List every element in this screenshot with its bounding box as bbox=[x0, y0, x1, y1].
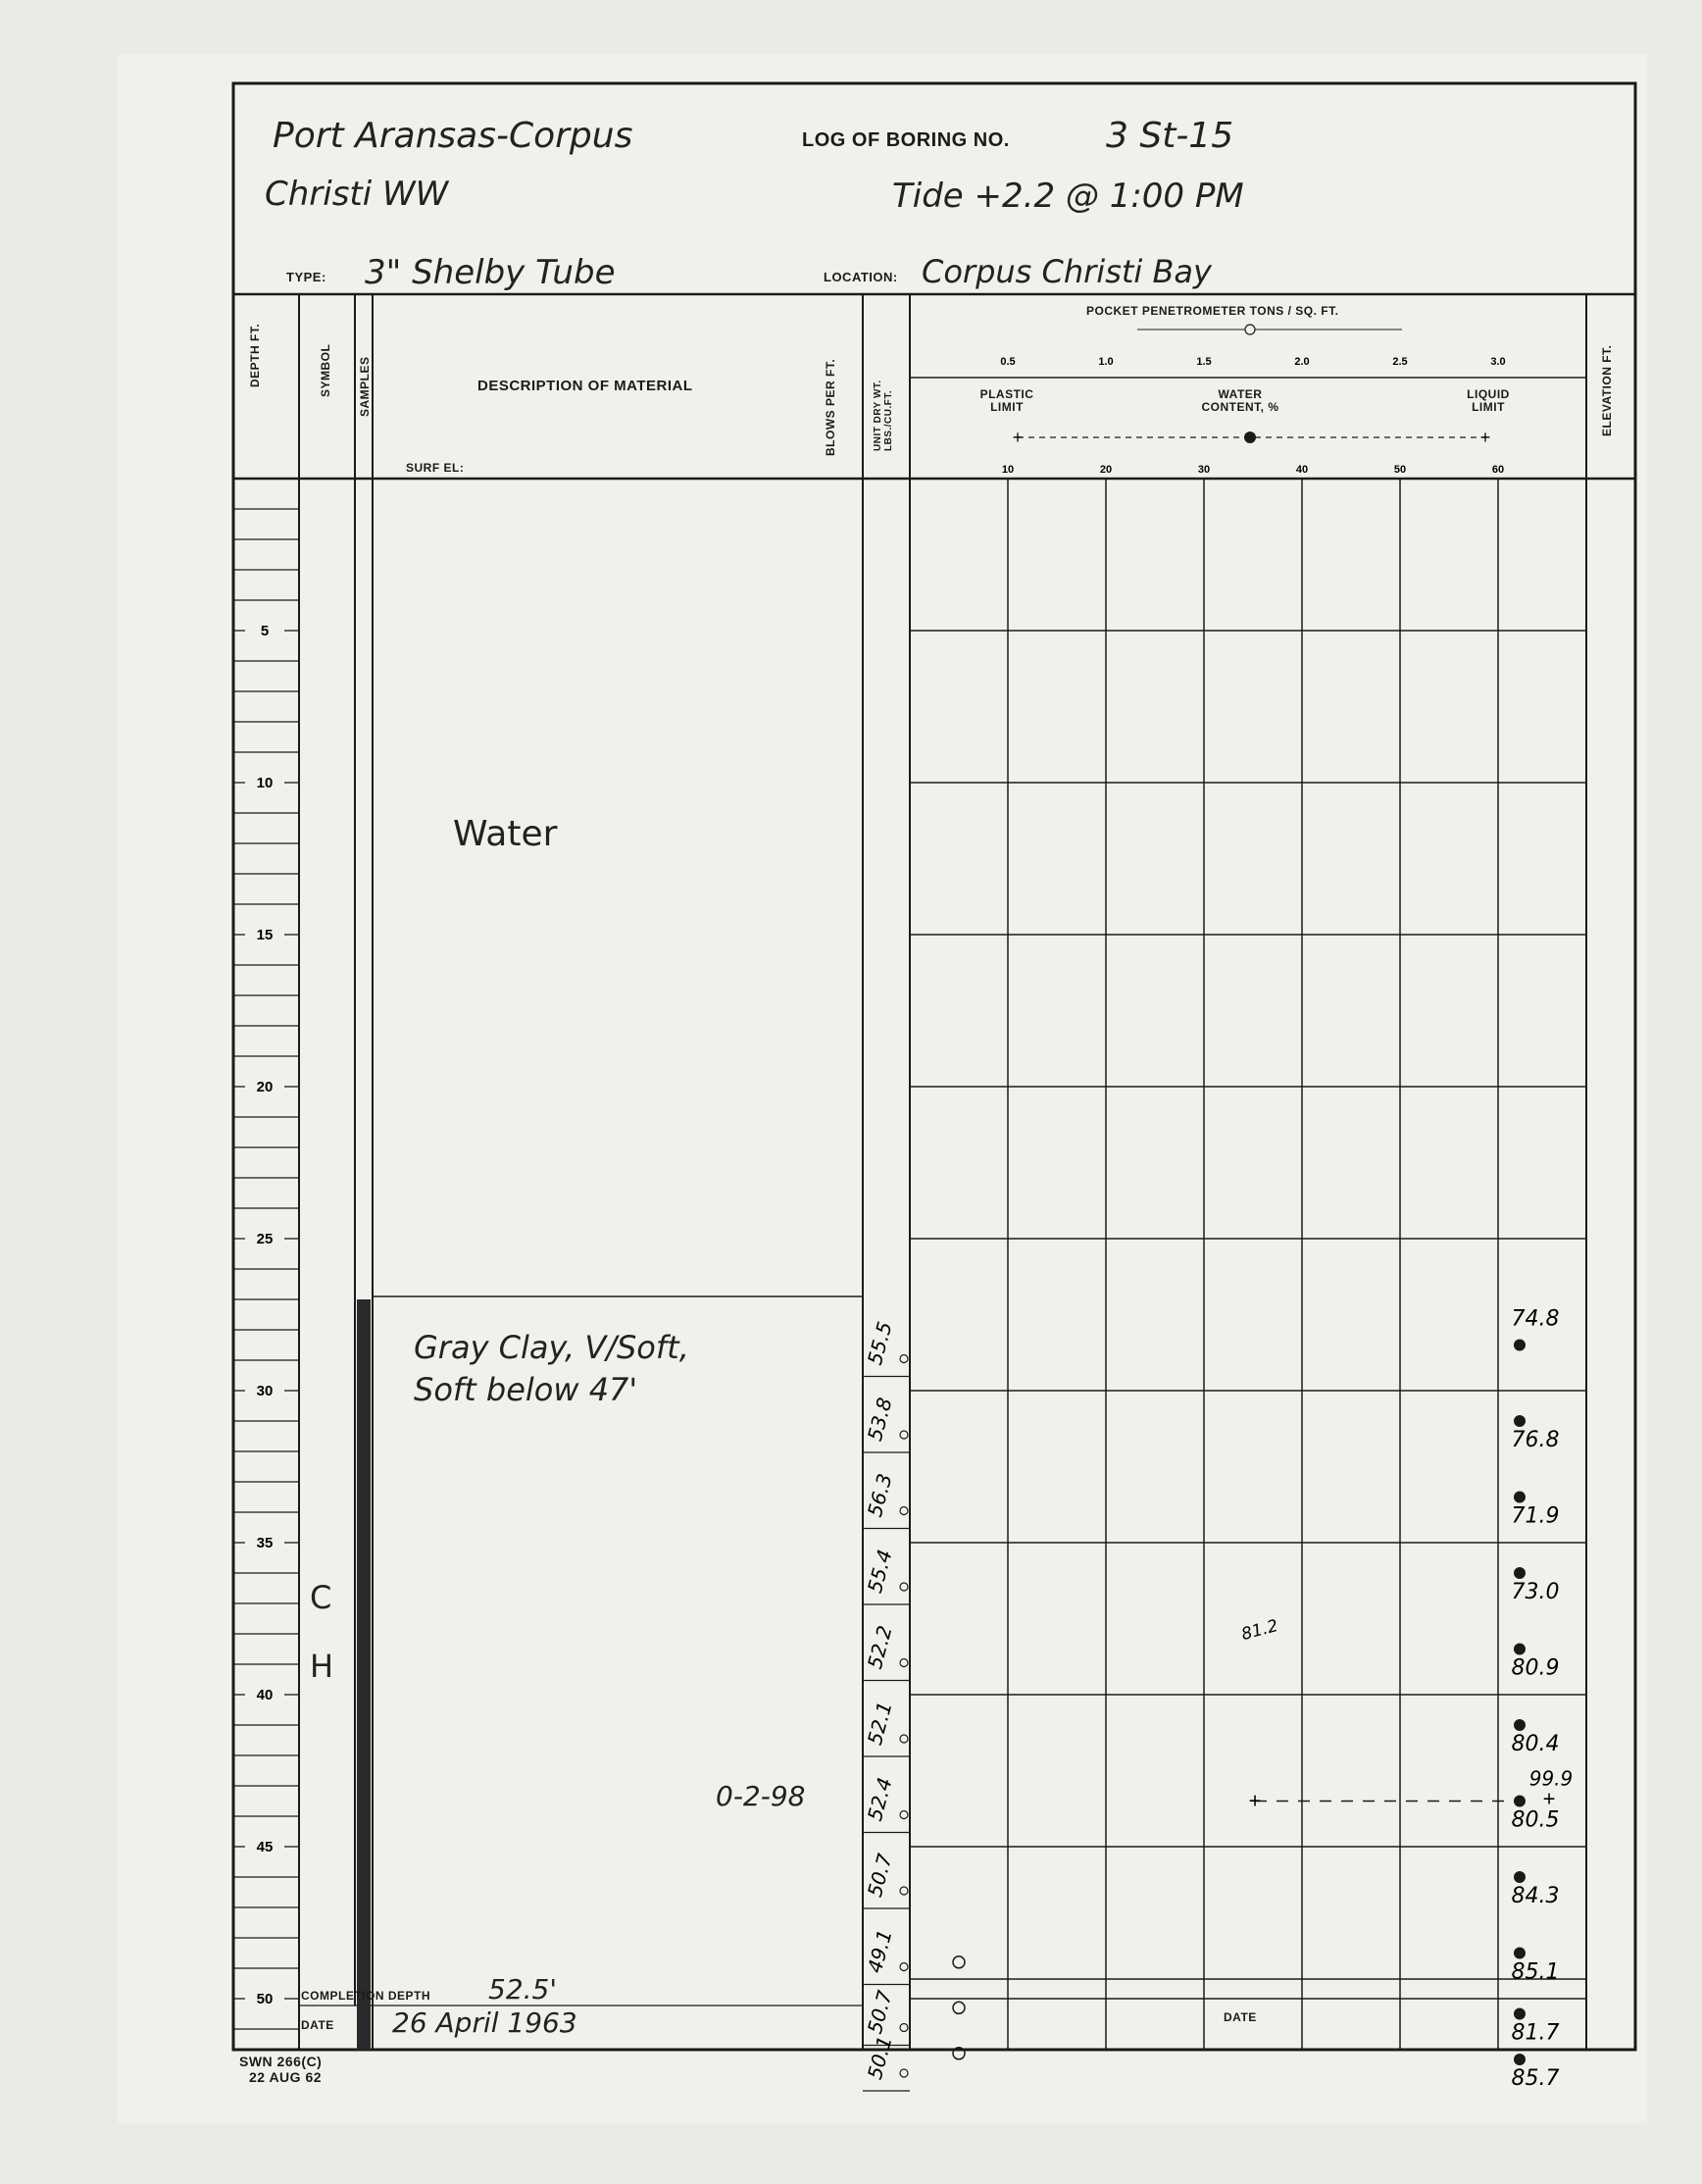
unit-weight-value: 50.7 bbox=[862, 1851, 897, 1900]
depth-tick-label: 35 bbox=[256, 1535, 274, 1551]
unit-weight-marker bbox=[900, 1735, 908, 1743]
water-content-value: 85.1 bbox=[1511, 1959, 1560, 1985]
water-content-point bbox=[1514, 1340, 1526, 1351]
depth-tick-label: 10 bbox=[256, 775, 274, 791]
liquid-limit-label: LIQUID LIMIT bbox=[1467, 387, 1510, 414]
unit-weight-value: 56.3 bbox=[862, 1471, 897, 1520]
unit-weight-marker bbox=[900, 1811, 908, 1819]
unit-weight-marker bbox=[900, 1507, 908, 1515]
unit-weight-marker bbox=[900, 1659, 908, 1667]
unit-weight-marker bbox=[900, 1583, 908, 1591]
form-id: SWN 266(C) bbox=[239, 2054, 323, 2069]
penetrometer-tick-label: 1.0 bbox=[1098, 356, 1114, 368]
unit-weight-value: 52.2 bbox=[862, 1623, 897, 1672]
unit-weight-marker bbox=[900, 2069, 908, 2077]
water-content-value: 85.7 bbox=[1511, 2066, 1560, 2091]
description-header: DESCRIPTION OF MATERIAL bbox=[477, 378, 693, 394]
water-content-tick-label: 20 bbox=[1099, 464, 1113, 476]
project-name-line2: Christi WW bbox=[265, 175, 449, 214]
blows-header: BLOWS PER FT. bbox=[824, 358, 837, 456]
plastic-limit-note: 81.2 bbox=[1239, 1615, 1280, 1646]
completion-date-label: DATE bbox=[301, 2018, 334, 2032]
symbol-letter-h: H bbox=[310, 1648, 334, 1685]
completion-depth-label: COMPLETION DEPTH bbox=[301, 1989, 431, 2003]
location-value: Corpus Christi Bay bbox=[922, 253, 1212, 290]
location-label: LOCATION: bbox=[824, 270, 898, 284]
stratum-water-label: Water bbox=[453, 814, 558, 854]
penetrometer-tick-label: 3.0 bbox=[1490, 356, 1506, 368]
penetrometer-tick-label: 2.5 bbox=[1392, 356, 1408, 368]
water-content-point bbox=[1514, 1871, 1526, 1883]
legend-plastic-plus: + bbox=[1012, 428, 1024, 447]
depth-tick-label: 25 bbox=[256, 1231, 274, 1247]
unit-weight-value: 55.5 bbox=[862, 1319, 897, 1368]
water-content-value: 71.9 bbox=[1511, 1503, 1560, 1529]
sample-bar bbox=[357, 1299, 371, 2050]
depth-tick-label: 30 bbox=[256, 1383, 274, 1399]
depth-tick-label: 50 bbox=[256, 1991, 274, 2007]
unit-weight-value: 52.1 bbox=[862, 1699, 897, 1748]
tide-note: Tide +2.2 @ 1:00 PM bbox=[892, 177, 1244, 216]
unit-weight-value: 50.7 bbox=[862, 1988, 897, 2037]
penetrometer-reading bbox=[953, 1956, 965, 1968]
legend-liquid-plus: + bbox=[1479, 428, 1491, 447]
water-content-value: 74.8 bbox=[1511, 1306, 1560, 1332]
water-content-tick-label: 10 bbox=[1001, 464, 1015, 476]
water-content-tick-label: 40 bbox=[1295, 464, 1309, 476]
water-content-tick-label: 60 bbox=[1491, 464, 1505, 476]
depth-tick-label: 45 bbox=[256, 1839, 274, 1855]
depth-tick-label: 5 bbox=[260, 623, 270, 639]
water-content-point bbox=[1514, 1644, 1526, 1655]
depth-tick-label: 40 bbox=[256, 1687, 274, 1703]
form-date: 22 AUG 62 bbox=[249, 2069, 323, 2085]
unit-weight-marker bbox=[900, 1887, 908, 1895]
unit-weight-value: 50.1 bbox=[862, 2033, 897, 2082]
samples-header: SAMPLES bbox=[358, 356, 372, 417]
project-name-line1: Port Aransas-Corpus bbox=[273, 116, 633, 156]
unit-weight-value: 53.8 bbox=[862, 1395, 897, 1444]
plastic-limit-label: PLASTIC LIMIT bbox=[979, 387, 1034, 414]
penetrometer-open-dot bbox=[1245, 325, 1255, 334]
water-content-value: 81.7 bbox=[1511, 2020, 1560, 2046]
log-label: LOG OF BORING NO. bbox=[802, 129, 1010, 151]
water-content-point bbox=[1514, 1567, 1526, 1579]
liquid-limit-value: 99.9 bbox=[1528, 1766, 1574, 1791]
plastic-limit-plus: + bbox=[1248, 1788, 1262, 1813]
water-content-value: 80.4 bbox=[1511, 1732, 1560, 1756]
completion-depth-value: 52.5' bbox=[488, 1973, 558, 2006]
legend-water-dot bbox=[1244, 432, 1256, 443]
annotation-0-2-98: 0-2-98 bbox=[716, 1780, 806, 1812]
stratum-clay-label: Gray Clay, V/Soft, bbox=[414, 1329, 689, 1366]
type-label: TYPE: bbox=[286, 270, 326, 284]
water-content-label: WATER CONTENT, % bbox=[1201, 387, 1279, 414]
water-content-point bbox=[1514, 1719, 1526, 1731]
penetrometer-tick-label: 1.5 bbox=[1196, 356, 1212, 368]
water-content-value: 80.9 bbox=[1511, 1655, 1560, 1681]
water-content-point bbox=[1514, 1796, 1526, 1807]
water-content-point bbox=[1514, 2054, 1526, 2065]
depth-scale bbox=[233, 509, 299, 2029]
water-content-marks bbox=[863, 1307, 1573, 2092]
surf-el-label: SURF EL: bbox=[406, 461, 465, 475]
penetrometer-tick-label: 0.5 bbox=[1000, 356, 1016, 368]
penetrometer-tick-label: 2.0 bbox=[1294, 356, 1310, 368]
chart-date-label: DATE bbox=[1224, 2010, 1257, 2024]
water-content-value: 73.0 bbox=[1511, 1580, 1560, 1604]
completion-date-value: 26 April 1963 bbox=[392, 2006, 577, 2039]
penetrometer-reading bbox=[953, 2002, 965, 2013]
water-content-point bbox=[1514, 1415, 1526, 1427]
depth-tick-label: 20 bbox=[256, 1079, 274, 1095]
water-content-tick-label: 50 bbox=[1393, 464, 1407, 476]
water-content-point bbox=[1514, 1948, 1526, 1959]
stratum-clay-label-2: Soft below 47' bbox=[414, 1371, 638, 1408]
unit-weight-marker bbox=[900, 1431, 908, 1439]
unit-weight-marker bbox=[900, 2024, 908, 2032]
elevation-header: ELEVATION FT. bbox=[1600, 344, 1614, 436]
water-content-value: 84.3 bbox=[1511, 1884, 1560, 1908]
liquid-limit-plus: + bbox=[1542, 1786, 1556, 1811]
unit-weight-value: 49.1 bbox=[862, 1927, 897, 1976]
water-content-point bbox=[1514, 1492, 1526, 1503]
unit-weight-value: 52.4 bbox=[862, 1775, 897, 1824]
depth-header: DEPTH FT. bbox=[248, 323, 262, 387]
water-content-value: 80.5 bbox=[1511, 1807, 1560, 1833]
penetrometer-title: POCKET PENETROMETER TONS / SQ. FT. bbox=[1086, 304, 1339, 318]
symbol-letter-c: C bbox=[310, 1579, 332, 1616]
unit-weight-value: 55.4 bbox=[862, 1547, 897, 1596]
unit-weight-marker bbox=[900, 1963, 908, 1971]
unit-weight-marker bbox=[900, 1355, 908, 1363]
depth-tick-label: 15 bbox=[256, 927, 274, 943]
water-content-tick-label: 30 bbox=[1197, 464, 1211, 476]
water-content-value: 76.8 bbox=[1511, 1428, 1560, 1452]
symbol-header: SYMBOL bbox=[319, 343, 332, 397]
type-value: 3" Shelby Tube bbox=[365, 253, 616, 292]
boring-number: 3 St-15 bbox=[1106, 116, 1234, 156]
water-content-point bbox=[1514, 2008, 1526, 2020]
unit-wt-header: UNIT DRY WT. LBS./CU.FT. bbox=[873, 380, 894, 451]
